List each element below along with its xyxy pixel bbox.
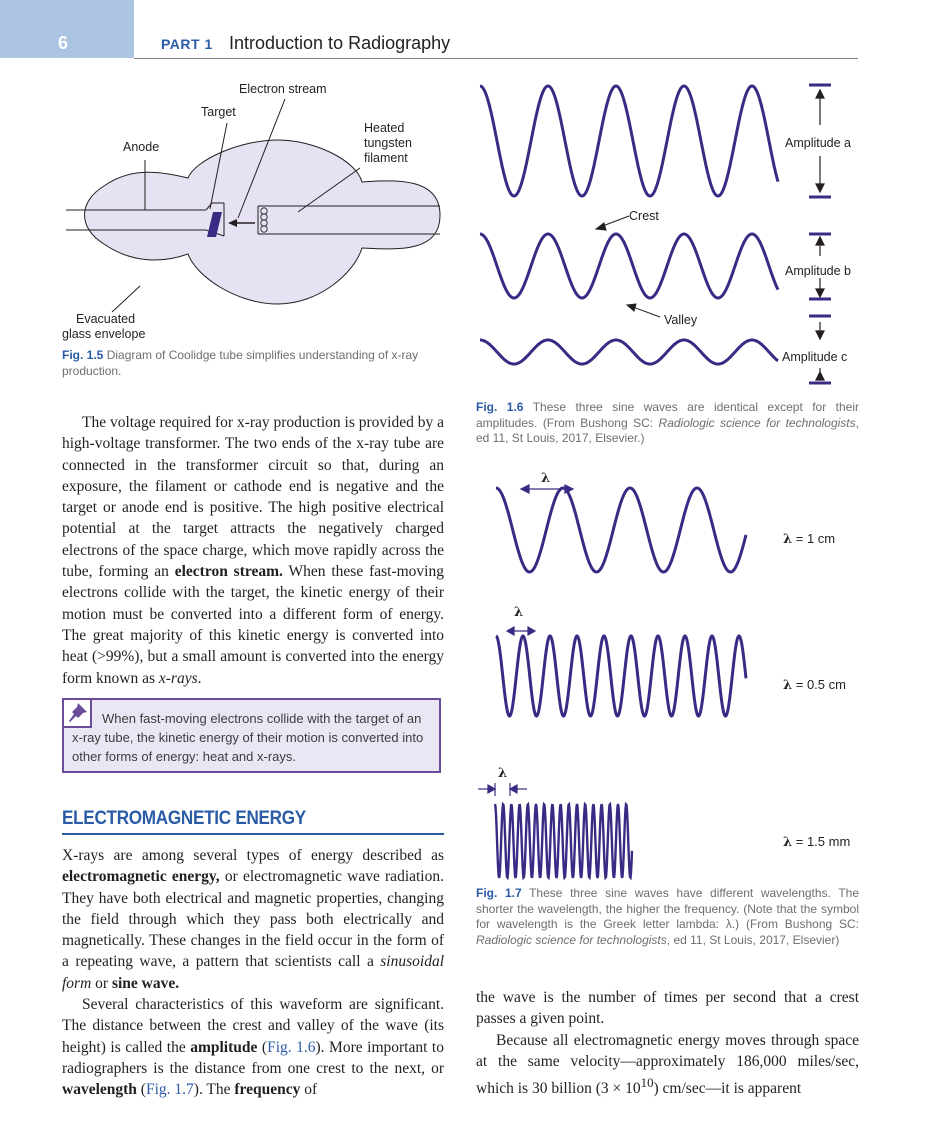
lambda-symbol: λ [498, 766, 508, 781]
text-run: or [91, 974, 112, 992]
fig15-coolidge-tube-diagram [0, 0, 470, 345]
wave-amplitude-b [480, 234, 778, 298]
wave-lambda-1cm [496, 488, 746, 572]
text-run: of [300, 1081, 318, 1099]
label-heated-filament [364, 121, 412, 166]
left-paragraph-1 [62, 412, 444, 689]
wave-lambda-1-5mm [495, 804, 632, 878]
fig15-caption-text: Diagram of Coolidge tube simplifies understanding of x-ray production. [62, 348, 419, 378]
wave-value-0-5cm: = 0.5 cm [795, 677, 846, 692]
fig16-caption-italic: Radiologic science for technologists [658, 415, 856, 430]
fig16-caption-text-2: , ed 11, St Louis, 2017, Elsevier.) [476, 415, 859, 445]
wave-value-1-5mm: = 1.5 mm [795, 834, 851, 849]
fig17-value-1 [783, 531, 835, 547]
text-run: Several characteristics of this waveform are significant. The distance between the crest and valley of the wave (its height) is called the [62, 996, 444, 1056]
text-run: electromagnetic energy, [62, 868, 220, 886]
text-run: When these fast-moving electrons collide with the target, the kinetic energy of their motion must be converted into a different form of energy. The great majority of this kinetic energy is converted into heat (>99%), but a small amount is converted into the energy form known as [62, 563, 444, 687]
text-run: electron stream. [174, 563, 283, 581]
text-run: ( [257, 1038, 268, 1056]
text-run[interactable]: Fig. 1.6 [267, 1038, 316, 1056]
label-evacuated-envelope-line2: glass envelope [62, 327, 146, 341]
part-label: PART 1 [161, 36, 213, 52]
text-run: frequency [234, 1081, 301, 1099]
page-number: 6 [58, 33, 69, 53]
text-run: amplitude [190, 1038, 258, 1056]
text-run: ) cm/sec—it is apparent [653, 1080, 802, 1098]
paragraph [62, 994, 444, 1100]
fig17-caption-label: Fig. 1.7 [476, 886, 522, 900]
text-run: the wave is the number of times per second that a crest passes a given point. [476, 989, 859, 1028]
section-heading: ELECTROMAGNETIC ENERGY [62, 808, 306, 829]
label-heated-line2: tungsten [364, 136, 412, 150]
text-run: ). The [193, 1081, 235, 1099]
lambda-symbol: λ [783, 678, 793, 693]
label-heated-line1: Heated [364, 121, 405, 135]
wave-value-1cm: = 1 cm [795, 531, 836, 546]
paragraph [476, 987, 859, 1030]
lambda-symbol: λ [514, 605, 524, 620]
paragraph [62, 412, 444, 689]
text-run: X-rays are among several types of energy described as [62, 847, 444, 864]
paragraph [62, 845, 444, 994]
wave-lambda-0-5cm [496, 636, 746, 716]
part-title: Introduction to Radiography [229, 33, 451, 53]
label-target: Target [201, 105, 236, 119]
section-rule [62, 833, 444, 835]
fig17-lambda-1 [541, 470, 550, 486]
text-run: ( [136, 1081, 146, 1099]
left-paragraph-2 [62, 845, 444, 1101]
label-amplitude-b: Amplitude b [785, 264, 852, 278]
text-run[interactable]: Fig. 1.7 [145, 1081, 194, 1099]
text-run: ). More important to radiographers is the distance from one crest to the next, or [62, 1038, 444, 1077]
lambda-symbol: λ [541, 471, 551, 486]
text-run: . [197, 669, 202, 687]
text-run: 10 [640, 1075, 654, 1091]
lambda-symbol: λ [783, 532, 793, 547]
paragraph [476, 1030, 859, 1100]
right-paragraphs [476, 987, 859, 1100]
text-run: or electromagnetic wave radiation. They have both electrical and magnetic properties, changing the field through which they pass both electrically and magnetically. These changes in the field occur in the form of a repeating wave, a pattern that scientists call a [62, 868, 444, 971]
note-text: When fast-moving electrons collide with the target of an x-ray tube, the kinetic energy of their motion is converted into other forms of energy: heat and x-rays. [72, 711, 424, 764]
lambda-symbol: λ [783, 835, 793, 850]
fig17-value-3 [783, 834, 850, 850]
fig17-caption-text-2: , ed 11, St Louis, 2017, Elsevier) [666, 932, 840, 947]
text-run: The voltage required for x-ray production is provided by a high-voltage transformer. The two ends of the x-ray tube are connected in the transformer circuit so that, during an exposure, the filament or cathode end is negative and the target or anode end is positive. The high positive electrical potential at the target attracts the negatively charged electrons of the space charge, which move rapidly across the tube, forming an [62, 414, 444, 581]
text-run: Because all electromagnetic energy moves through space at the same velocity—approximately 186,000 miles/sec, which is 30 billion (3 × 10 [476, 1031, 859, 1098]
wave-amplitude-c [480, 340, 778, 364]
fig15-caption-label: Fig. 1.5 [62, 348, 104, 362]
label-crest: Crest [629, 209, 659, 223]
label-heated-line3: filament [364, 151, 408, 165]
wave-amplitude-a [480, 86, 778, 196]
fig17-value-2 [783, 677, 846, 693]
fig17-caption [476, 886, 859, 948]
fig15-caption [62, 348, 447, 379]
text-run: sine wave. [111, 974, 180, 992]
fig16-caption [476, 400, 859, 447]
fig17-lambda-3 [498, 765, 507, 781]
label-electron-stream: Electron stream [239, 82, 327, 96]
label-evacuated-envelope-line1: Evacuated [76, 312, 136, 326]
label-amplitude-a: Amplitude a [785, 136, 852, 150]
label-anode: Anode [123, 140, 160, 154]
label-valley: Valley [664, 313, 698, 327]
fig17-lambda-2 [514, 604, 523, 620]
text-run: x-rays [158, 669, 198, 687]
fig17-caption-italic: Radiologic science for technologists [476, 932, 667, 947]
fig16-caption-text-1: These three sine waves are identical except for their amplitudes. (From Bushong SC: [476, 400, 860, 430]
fig16-caption-label: Fig. 1.6 [476, 400, 524, 414]
key-point-note [62, 698, 441, 773]
text-run: wavelength [62, 1081, 137, 1099]
text-run: sinusoidal form [62, 953, 444, 992]
label-amplitude-c: Amplitude c [782, 350, 848, 364]
fig17-caption-text-1: These three sine waves have different wavelengths. The shorter the wavelength, the higher the frequency. (Note that the symbol for wavelength is the Greek letter lambda: λ.) (From Bushong SC: [476, 886, 859, 931]
fig17-wavelength-waves [470, 460, 770, 890]
